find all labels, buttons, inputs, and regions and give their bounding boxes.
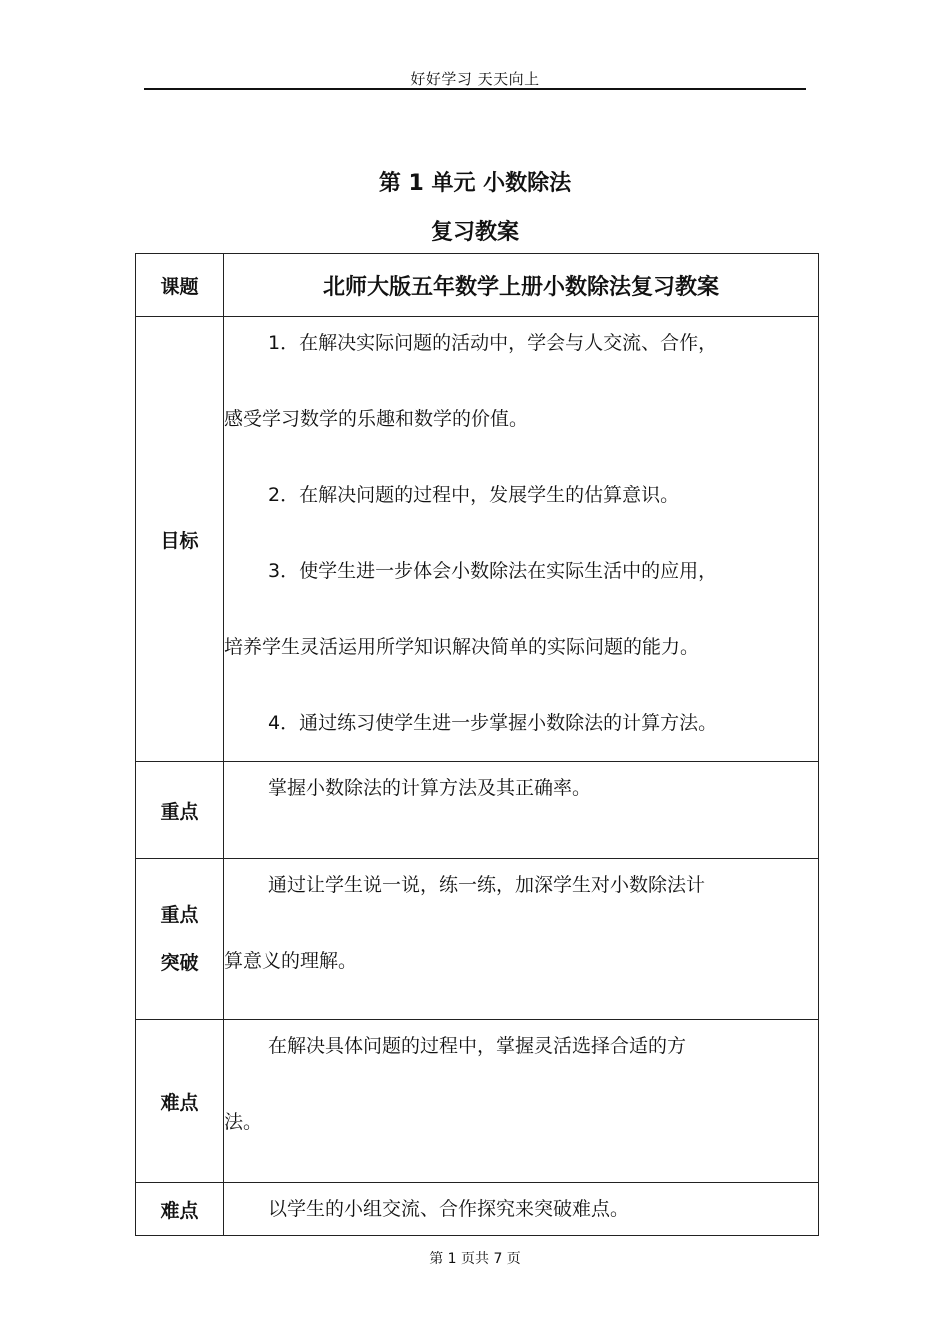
goals-row	[136, 317, 819, 762]
goal-line: 1．在解决实际问题的活动中，学会与人交流、合作，	[268, 332, 718, 354]
key-break-line: 通过让学生说一说，练一练，加深学生对小数除法计	[268, 874, 706, 896]
key-break-label	[136, 859, 224, 1020]
difficult-break-row	[136, 1183, 819, 1236]
page-footer: 第 1 页共 7 页	[429, 1251, 521, 1267]
unit-title: 第 1 单元 小数除法	[378, 171, 572, 196]
key-break-label-line: 重点	[160, 904, 199, 926]
difficult-label: 难点	[136, 1020, 224, 1183]
difficult-break-content	[224, 1183, 819, 1236]
difficult-content	[224, 1020, 819, 1183]
goals-content	[224, 317, 819, 762]
goal-line: 4．通过练习使学生进一步掌握小数除法的计算方法。	[268, 712, 718, 734]
key-break-label-line: 突破	[160, 952, 199, 974]
subject-label: 课题	[136, 254, 224, 317]
lesson-plan-table	[135, 253, 819, 1236]
goals-label: 目标	[136, 317, 224, 762]
goal-line: 3．使学生进一步体会小数除法在实际生活中的应用，	[268, 560, 718, 582]
key-break-line: 算意义的理解。	[224, 950, 358, 972]
difficult-break-text: 以学生的小组交流、合作探究来突破难点。	[268, 1198, 630, 1220]
difficult-row	[136, 1020, 819, 1183]
difficult-line: 法。	[224, 1111, 263, 1133]
subject-text: 北师大版五年数学上册小数除法复习教案	[224, 254, 819, 317]
key-text: 掌握小数除法的计算方法及其正确率。	[268, 777, 592, 799]
plan-title: 复习教案	[430, 220, 519, 245]
key-content	[224, 762, 819, 859]
key-break-row	[136, 859, 819, 1020]
difficult-break-label: 难点	[136, 1183, 224, 1236]
page-header: 好好学习 天天向上	[410, 70, 540, 88]
header-rule	[144, 88, 806, 90]
goal-line: 感受学习数学的乐趣和数学的价值。	[224, 408, 529, 430]
key-label: 重点	[136, 762, 224, 859]
key-break-content	[224, 859, 819, 1020]
goal-line: 2．在解决问题的过程中，发展学生的估算意识。	[268, 484, 680, 506]
goal-line: 培养学生灵活运用所学知识解决简单的实际问题的能力。	[224, 636, 700, 658]
key-row	[136, 762, 819, 859]
difficult-line: 在解决具体问题的过程中，掌握灵活选择合适的方	[268, 1035, 687, 1057]
